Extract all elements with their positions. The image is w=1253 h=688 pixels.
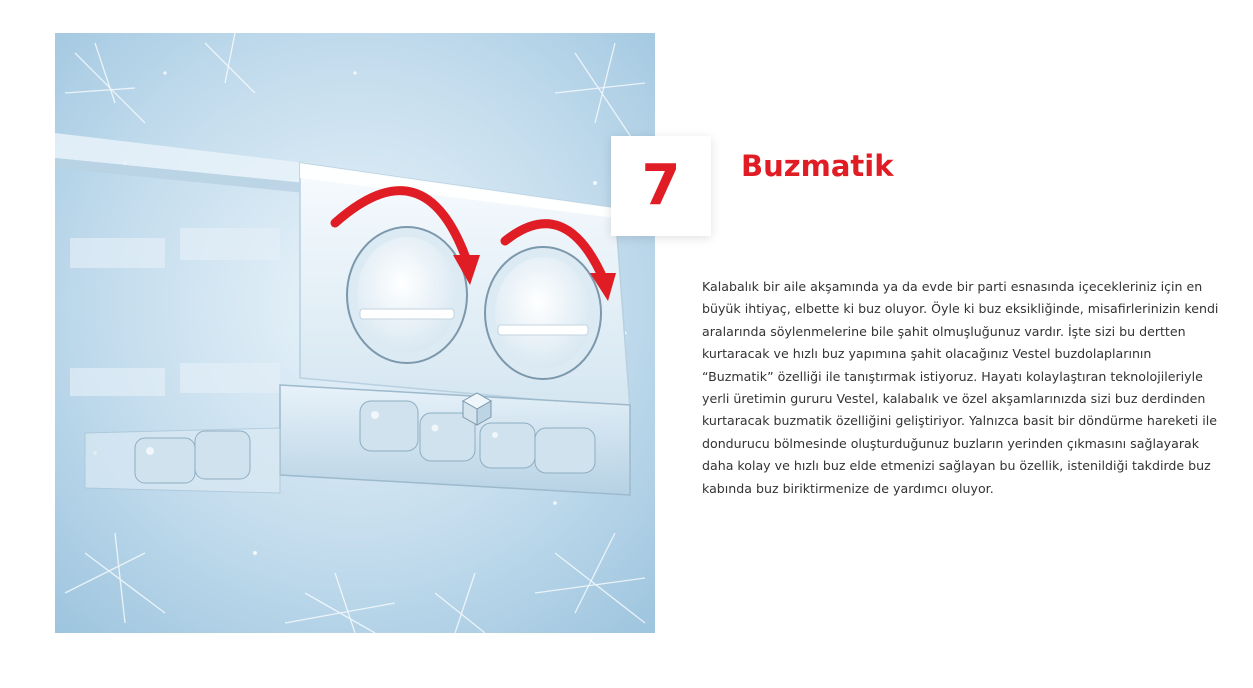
feature-number: 7 — [641, 153, 681, 218]
feature-title: Buzmatik — [741, 149, 894, 183]
feature-number-badge — [611, 136, 711, 236]
feature-description: Kalabalık bir aile akşamında ya da evde bir parti esnasında içecekleriniz için en büyük ihtiyaç, elbette ki buz oluyor. Öyle ki buz eksikliğinde, misafirlerinizin kendi aralarında söylenmelerine bile şahit olmuşluğunuz vardır. İşte sizi bu dertten kurtaracak ve hızlı buz yapımına şahit olacağınız Vestel buzdolaplarının “Buzmatik” özelliği ile tanıştırmak istiyoruz. Hayatı kolaylaştıran teknolojileriyle yerli üretimin gururu Vestel, kalabalık ve özel akşamlarınızda sizi buz derdinden kurtaracak buzmatik özelliğini geliştiriyor. Yalnızca basit bir döndürme hareketi ile dondurucu bölmesinde oluşturduğunuz buzların yerinden çıkmasını sağlayarak daha kolay ve hızlı buz elde etmenizi sağlayan bu özellik, istenildiği takdirde buz kabında buz biriktirmenize de yardımcı oluyor. — [702, 279, 1219, 496]
ice-maker-image — [55, 33, 655, 633]
